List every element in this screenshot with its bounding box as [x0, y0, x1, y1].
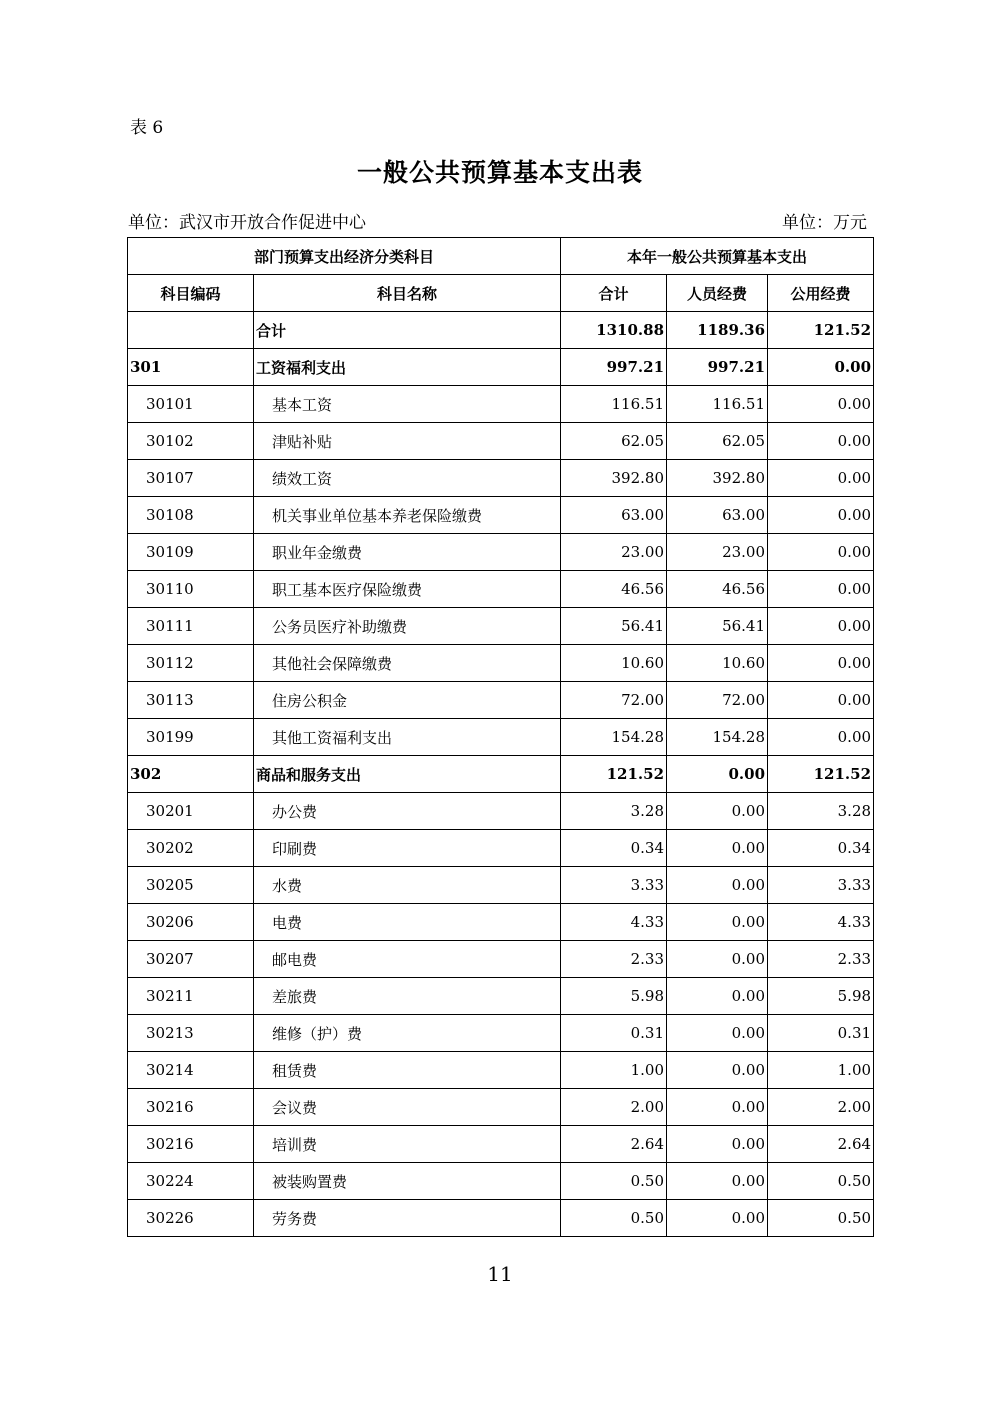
cell-total: 10.60 — [561, 645, 667, 682]
cell-personnel: 392.80 — [667, 460, 768, 497]
cell-public: 2.64 — [768, 1126, 874, 1163]
cell-name: 邮电费 — [254, 941, 561, 978]
cell-public: 0.00 — [768, 719, 874, 756]
cell-code: 30101 — [128, 386, 254, 423]
table-body — [128, 312, 874, 1237]
cell-name: 印刷费 — [254, 830, 561, 867]
document-title: 一般公共预算基本支出表 — [356, 158, 643, 187]
cell-total: 1.00 — [561, 1052, 667, 1089]
table-row — [128, 1015, 874, 1052]
cell-public: 0.00 — [768, 423, 874, 460]
table-row — [128, 756, 874, 793]
cell-total: 62.05 — [561, 423, 667, 460]
cell-name: 机关事业单位基本养老保险缴费 — [254, 497, 561, 534]
cell-name: 办公费 — [254, 793, 561, 830]
table-row — [128, 793, 874, 830]
cell-personnel: 0.00 — [667, 867, 768, 904]
cell-code: 30211 — [128, 978, 254, 1015]
table-row — [128, 460, 874, 497]
cell-name: 工资福利支出 — [254, 349, 561, 386]
cell-personnel: 46.56 — [667, 571, 768, 608]
cell-name: 合计 — [254, 312, 561, 349]
table-row — [128, 1126, 874, 1163]
cell-name: 其他社会保障缴费 — [254, 645, 561, 682]
cell-total: 0.50 — [561, 1163, 667, 1200]
cell-personnel: 0.00 — [667, 1052, 768, 1089]
cell-personnel: 72.00 — [667, 682, 768, 719]
cell-code: 30213 — [128, 1015, 254, 1052]
cell-code: 30199 — [128, 719, 254, 756]
cell-code: 30214 — [128, 1052, 254, 1089]
cell-total: 116.51 — [561, 386, 667, 423]
cell-name: 其他工资福利支出 — [254, 719, 561, 756]
cell-personnel: 0.00 — [667, 1163, 768, 1200]
cell-public: 0.00 — [768, 497, 874, 534]
cell-personnel: 0.00 — [667, 904, 768, 941]
budget-table — [127, 237, 874, 1237]
cell-personnel: 0.00 — [667, 941, 768, 978]
table-row — [128, 1163, 874, 1200]
cell-personnel: 10.60 — [667, 645, 768, 682]
cell-total: 5.98 — [561, 978, 667, 1015]
cell-public: 0.00 — [768, 645, 874, 682]
cell-code: 30205 — [128, 867, 254, 904]
cell-public: 121.52 — [768, 312, 874, 349]
cell-name: 维修（护）费 — [254, 1015, 561, 1052]
cell-public: 3.33 — [768, 867, 874, 904]
table-row — [128, 497, 874, 534]
column-header-public: 公用经费 — [768, 275, 874, 312]
cell-public: 0.00 — [768, 571, 874, 608]
column-header-code: 科目编码 — [128, 275, 254, 312]
cell-total: 121.52 — [561, 756, 667, 793]
cell-total: 392.80 — [561, 460, 667, 497]
cell-code: 30107 — [128, 460, 254, 497]
cell-personnel: 1189.36 — [667, 312, 768, 349]
cell-personnel: 0.00 — [667, 756, 768, 793]
cell-code: 30207 — [128, 941, 254, 978]
cell-code: 30202 — [128, 830, 254, 867]
cell-public: 0.00 — [768, 682, 874, 719]
cell-total: 72.00 — [561, 682, 667, 719]
cell-public: 4.33 — [768, 904, 874, 941]
cell-public: 2.00 — [768, 1089, 874, 1126]
cell-name: 住房公积金 — [254, 682, 561, 719]
cell-code: 30226 — [128, 1200, 254, 1237]
unit-currency: 单位：万元 — [782, 213, 867, 233]
table-row — [128, 608, 874, 645]
cell-total: 0.50 — [561, 1200, 667, 1237]
cell-total: 1310.88 — [561, 312, 667, 349]
cell-code: 30216 — [128, 1089, 254, 1126]
table-label: 表 6 — [130, 118, 164, 138]
cell-name: 商品和服务支出 — [254, 756, 561, 793]
cell-total: 3.28 — [561, 793, 667, 830]
cell-personnel: 0.00 — [667, 1015, 768, 1052]
cell-total: 63.00 — [561, 497, 667, 534]
cell-name: 绩效工资 — [254, 460, 561, 497]
column-header-total: 合计 — [561, 275, 667, 312]
cell-name: 会议费 — [254, 1089, 561, 1126]
cell-personnel: 0.00 — [667, 830, 768, 867]
column-header-name: 科目名称 — [254, 275, 561, 312]
table-row — [128, 1089, 874, 1126]
cell-name: 劳务费 — [254, 1200, 561, 1237]
cell-code — [128, 312, 254, 349]
cell-personnel: 63.00 — [667, 497, 768, 534]
cell-total: 997.21 — [561, 349, 667, 386]
table-row — [128, 1052, 874, 1089]
cell-code: 30110 — [128, 571, 254, 608]
cell-public: 0.31 — [768, 1015, 874, 1052]
table-row — [128, 571, 874, 608]
cell-public: 0.00 — [768, 460, 874, 497]
cell-code: 30206 — [128, 904, 254, 941]
cell-public: 0.00 — [768, 534, 874, 571]
cell-personnel: 23.00 — [667, 534, 768, 571]
table-row — [128, 719, 874, 756]
cell-name: 差旅费 — [254, 978, 561, 1015]
cell-personnel: 0.00 — [667, 793, 768, 830]
group-header-expenditure: 本年一般公共预算基本支出 — [561, 238, 874, 275]
cell-personnel: 116.51 — [667, 386, 768, 423]
column-header-personnel: 人员经费 — [667, 275, 768, 312]
cell-public: 2.33 — [768, 941, 874, 978]
cell-public: 0.50 — [768, 1163, 874, 1200]
cell-code: 30108 — [128, 497, 254, 534]
cell-name: 水费 — [254, 867, 561, 904]
cell-total: 0.31 — [561, 1015, 667, 1052]
cell-total: 4.33 — [561, 904, 667, 941]
column-header-row — [128, 275, 874, 312]
cell-public: 0.00 — [768, 349, 874, 386]
cell-public: 5.98 — [768, 978, 874, 1015]
cell-total: 23.00 — [561, 534, 667, 571]
table-row — [128, 312, 874, 349]
cell-total: 154.28 — [561, 719, 667, 756]
cell-name: 培训费 — [254, 1126, 561, 1163]
table-row — [128, 682, 874, 719]
cell-name: 职工基本医疗保险缴费 — [254, 571, 561, 608]
cell-public: 0.34 — [768, 830, 874, 867]
cell-code: 302 — [128, 756, 254, 793]
cell-personnel: 56.41 — [667, 608, 768, 645]
cell-total: 2.33 — [561, 941, 667, 978]
cell-code: 30112 — [128, 645, 254, 682]
table-row — [128, 1200, 874, 1237]
cell-personnel: 0.00 — [667, 1089, 768, 1126]
table-row — [128, 867, 874, 904]
cell-personnel: 0.00 — [667, 1200, 768, 1237]
cell-personnel: 154.28 — [667, 719, 768, 756]
cell-code: 30109 — [128, 534, 254, 571]
cell-code: 301 — [128, 349, 254, 386]
group-header-row — [128, 238, 874, 275]
cell-public: 3.28 — [768, 793, 874, 830]
cell-total: 2.00 — [561, 1089, 667, 1126]
cell-total: 56.41 — [561, 608, 667, 645]
cell-code: 30102 — [128, 423, 254, 460]
cell-personnel: 62.05 — [667, 423, 768, 460]
cell-name: 租赁费 — [254, 1052, 561, 1089]
table-row — [128, 349, 874, 386]
cell-name: 津贴补贴 — [254, 423, 561, 460]
cell-name: 基本工资 — [254, 386, 561, 423]
cell-total: 46.56 — [561, 571, 667, 608]
cell-code: 30216 — [128, 1126, 254, 1163]
table-row — [128, 904, 874, 941]
cell-public: 0.00 — [768, 386, 874, 423]
cell-public: 1.00 — [768, 1052, 874, 1089]
cell-code: 30201 — [128, 793, 254, 830]
table-row — [128, 830, 874, 867]
cell-total: 3.33 — [561, 867, 667, 904]
cell-name: 职业年金缴费 — [254, 534, 561, 571]
cell-public: 0.00 — [768, 608, 874, 645]
cell-public: 121.52 — [768, 756, 874, 793]
table-row — [128, 386, 874, 423]
cell-name: 被装购置费 — [254, 1163, 561, 1200]
cell-total: 2.64 — [561, 1126, 667, 1163]
cell-name: 公务员医疗补助缴费 — [254, 608, 561, 645]
cell-public: 0.50 — [768, 1200, 874, 1237]
table-row — [128, 645, 874, 682]
cell-code: 30113 — [128, 682, 254, 719]
table-row — [128, 978, 874, 1015]
cell-personnel: 0.00 — [667, 1126, 768, 1163]
unit-organization: 单位：武汉市开放合作促进中心 — [128, 213, 366, 233]
cell-code: 30224 — [128, 1163, 254, 1200]
table-row — [128, 534, 874, 571]
cell-code: 30111 — [128, 608, 254, 645]
group-header-classification: 部门预算支出经济分类科目 — [128, 238, 561, 275]
cell-total: 0.34 — [561, 830, 667, 867]
cell-personnel: 0.00 — [667, 978, 768, 1015]
cell-name: 电费 — [254, 904, 561, 941]
table-row — [128, 941, 874, 978]
table-row — [128, 423, 874, 460]
page-number: 11 — [487, 1262, 513, 1286]
cell-personnel: 997.21 — [667, 349, 768, 386]
